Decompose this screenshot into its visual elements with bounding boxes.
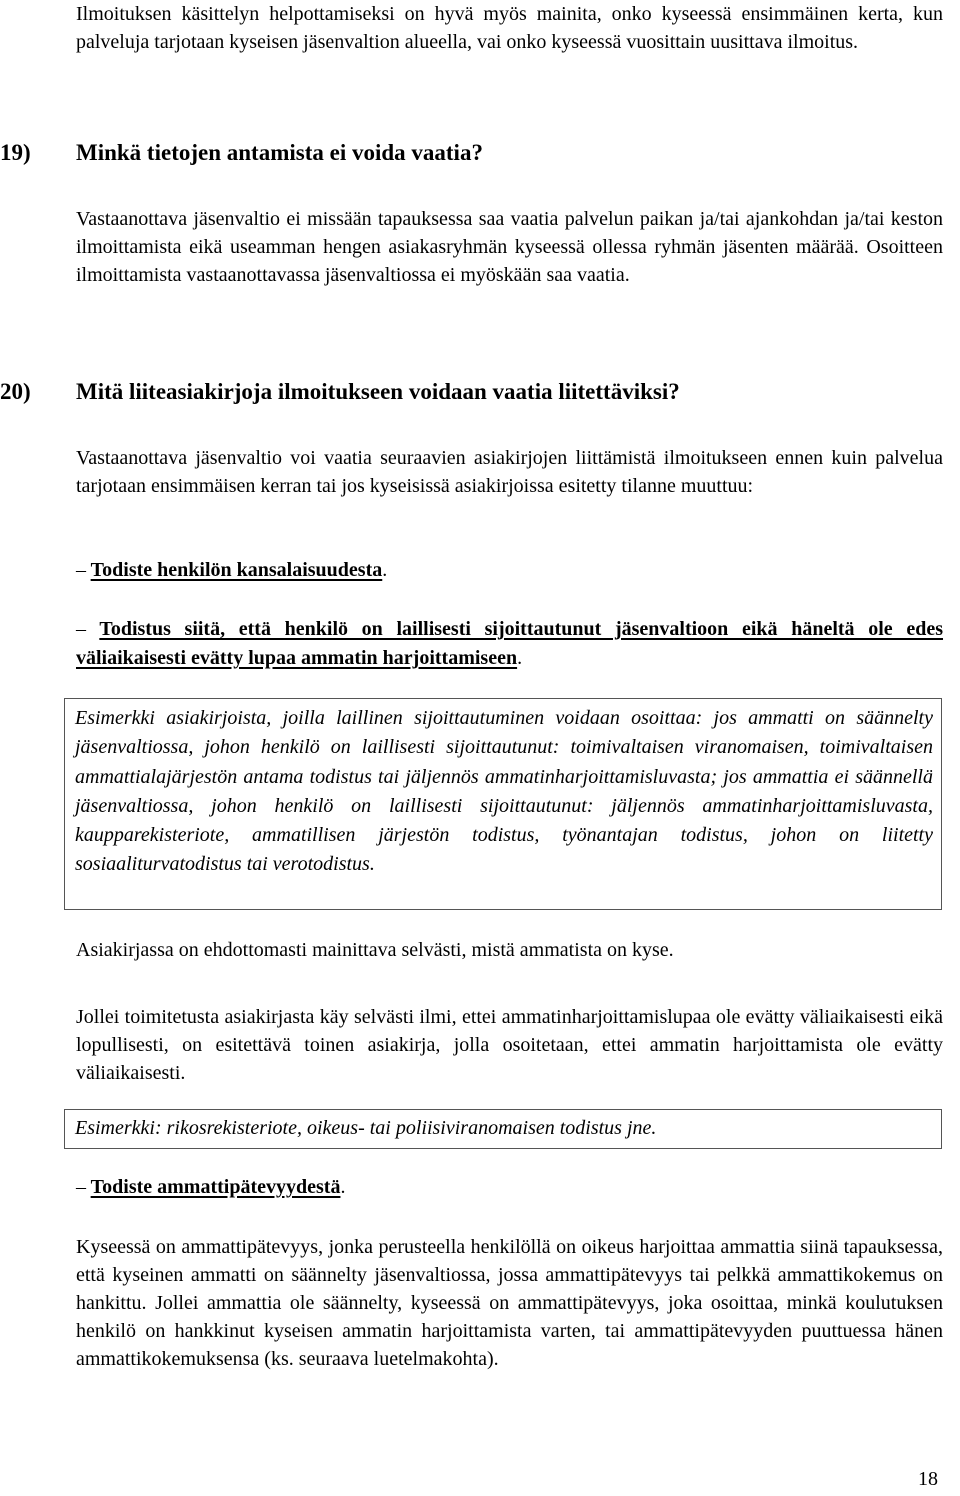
bullet-establishment-text: Todistus siitä, että henkilö on laillisesti sijoittautunut jäsenvaltioon eikä häneltä ole edes väliaikaisesti evätty lupaa ammatin harjoittamiseen xyxy=(76,618,944,669)
bullet-dash: – xyxy=(76,1176,86,1198)
section-19-heading xyxy=(0,138,483,168)
example-box-criminal-record xyxy=(64,1109,942,1149)
section-20-paragraph: Vastaanottava jäsenvaltio voi vaatia seuraavien asiakirjojen liittämistä ilmoitukseen ennen kuin palvelua tarjotaan ensimmäisen kerran tai jos kyseisissä asiakirjoissa esitetty tilanne muuttuu: xyxy=(76,447,943,497)
page-number: 18 xyxy=(918,1468,938,1490)
section-20-number: 20) xyxy=(0,379,31,404)
section-19-number: 19) xyxy=(0,140,31,165)
bullet-nationality-text: Todiste henkilön kansalaisuudesta xyxy=(90,559,383,581)
paragraph-profession-mention: Asiakirjassa on ehdottomasti mainittava selvästi, mistä ammatista on kyse. xyxy=(76,939,674,961)
section-19-paragraph: Vastaanottava jäsenvaltio ei missään tapauksessa saa vaatia palvelun paikan ja/tai ajankohdan ja/tai keston ilmoittamista eikä useamman hengen asiakasryhmän kyseessä ollessa ryhmän jäsenten määrää. Osoitteen ilmoittamista vastaanottavassa jäsenvaltiossa ei myöskään saa vaatia. xyxy=(76,208,943,286)
bullet-dash: – xyxy=(76,618,86,640)
example-box-establishment xyxy=(64,698,942,910)
bullet-qualification: – Todiste ammattipätevyydestä. xyxy=(76,1176,346,1198)
section-19-title: Minkä tietojen antamista ei voida vaatia? xyxy=(76,140,483,165)
bullet-nationality: – Todiste henkilön kansalaisuudesta. xyxy=(76,559,388,581)
bullet-establishment: – Todistus siitä, että henkilö on laillisesti sijoittautunut jäsenvaltioon eikä häneltä ole edes väliaikaisesti evätty lupaa ammatin harjoittamiseen. xyxy=(76,618,944,669)
example-criminal-record-text: Esimerkki: rikosrekisteriote, oikeus- tai poliisiviranomaisen todistus jne. xyxy=(75,1117,657,1139)
bullet-dash: – xyxy=(76,559,86,581)
paragraph-qualification: Kyseessä on ammattipätevyys, jonka perusteella henkilöllä on oikeus harjoittaa ammattia siinä tapauksessa, että kyseinen ammatti on säännelty jäsenvaltiossa, jossa ammattipätevyys tai pelkkä ammattikokemus on hankittu. Jollei ammattia ole säännelty, kyseessä on ammattipätevyys, joka osoittaa, minkä koulutuksen henkilö on hankkinut kyseisen ammatin harjoittamista varten, tai ammattipätevyyden puuttuessa hänen ammattikokemuksensa (ks. seuraava luetelmakohta). xyxy=(76,1236,943,1370)
section-20-heading xyxy=(0,377,680,407)
section-20-title: Mitä liiteasiakirjoja ilmoitukseen voidaan vaatia liitettäviksi? xyxy=(76,379,680,404)
paragraph-additional-document: Jollei toimitetusta asiakirjasta käy selvästi ilmi, ettei ammatinharjoittamislupaa ole evätty väliaikaisesti eikä lopullisesti, on esitettävä toinen asiakirja, jolla osoitetaan, ettei ammatin harjoittamista ole evätty väliaikaisesti. xyxy=(76,1006,943,1084)
bullet-qualification-text: Todiste ammattipätevyydestä xyxy=(90,1176,341,1198)
example-establishment-text: Esimerkki asiakirjoista, joilla laillinen sijoittautuminen voidaan osoittaa: jos ammatti on säännelty jäsenvaltiossa, johon henkilö on laillisesti sijoittautunut: toimivaltaisen viranomaisen, toimivaltaisen ammattialajärjestön antama todistus tai jäljennös ammatinharjoittamisluvasta; jos ammattia ei säännellä jäsenvaltiossa, johon henkilö on laillisesti sijoittautunut: jäljennös ammatinharjoittamisluvasta, kaupparekisteriote, ammatillisen järjestön todistus, työnantajan todistus, johon on liitetty sosiaaliturvatodistus tai verotodistus. xyxy=(75,707,933,876)
intro-paragraph: Ilmoituksen käsittelyn helpottamiseksi on hyvä myös mainita, onko kyseessä ensimmäinen kerta, kun palveluja tarjotaan kyseisen jäsenvaltion alueella, vai onko kyseessä vuosittain uusittava ilmoitus. xyxy=(76,3,943,53)
